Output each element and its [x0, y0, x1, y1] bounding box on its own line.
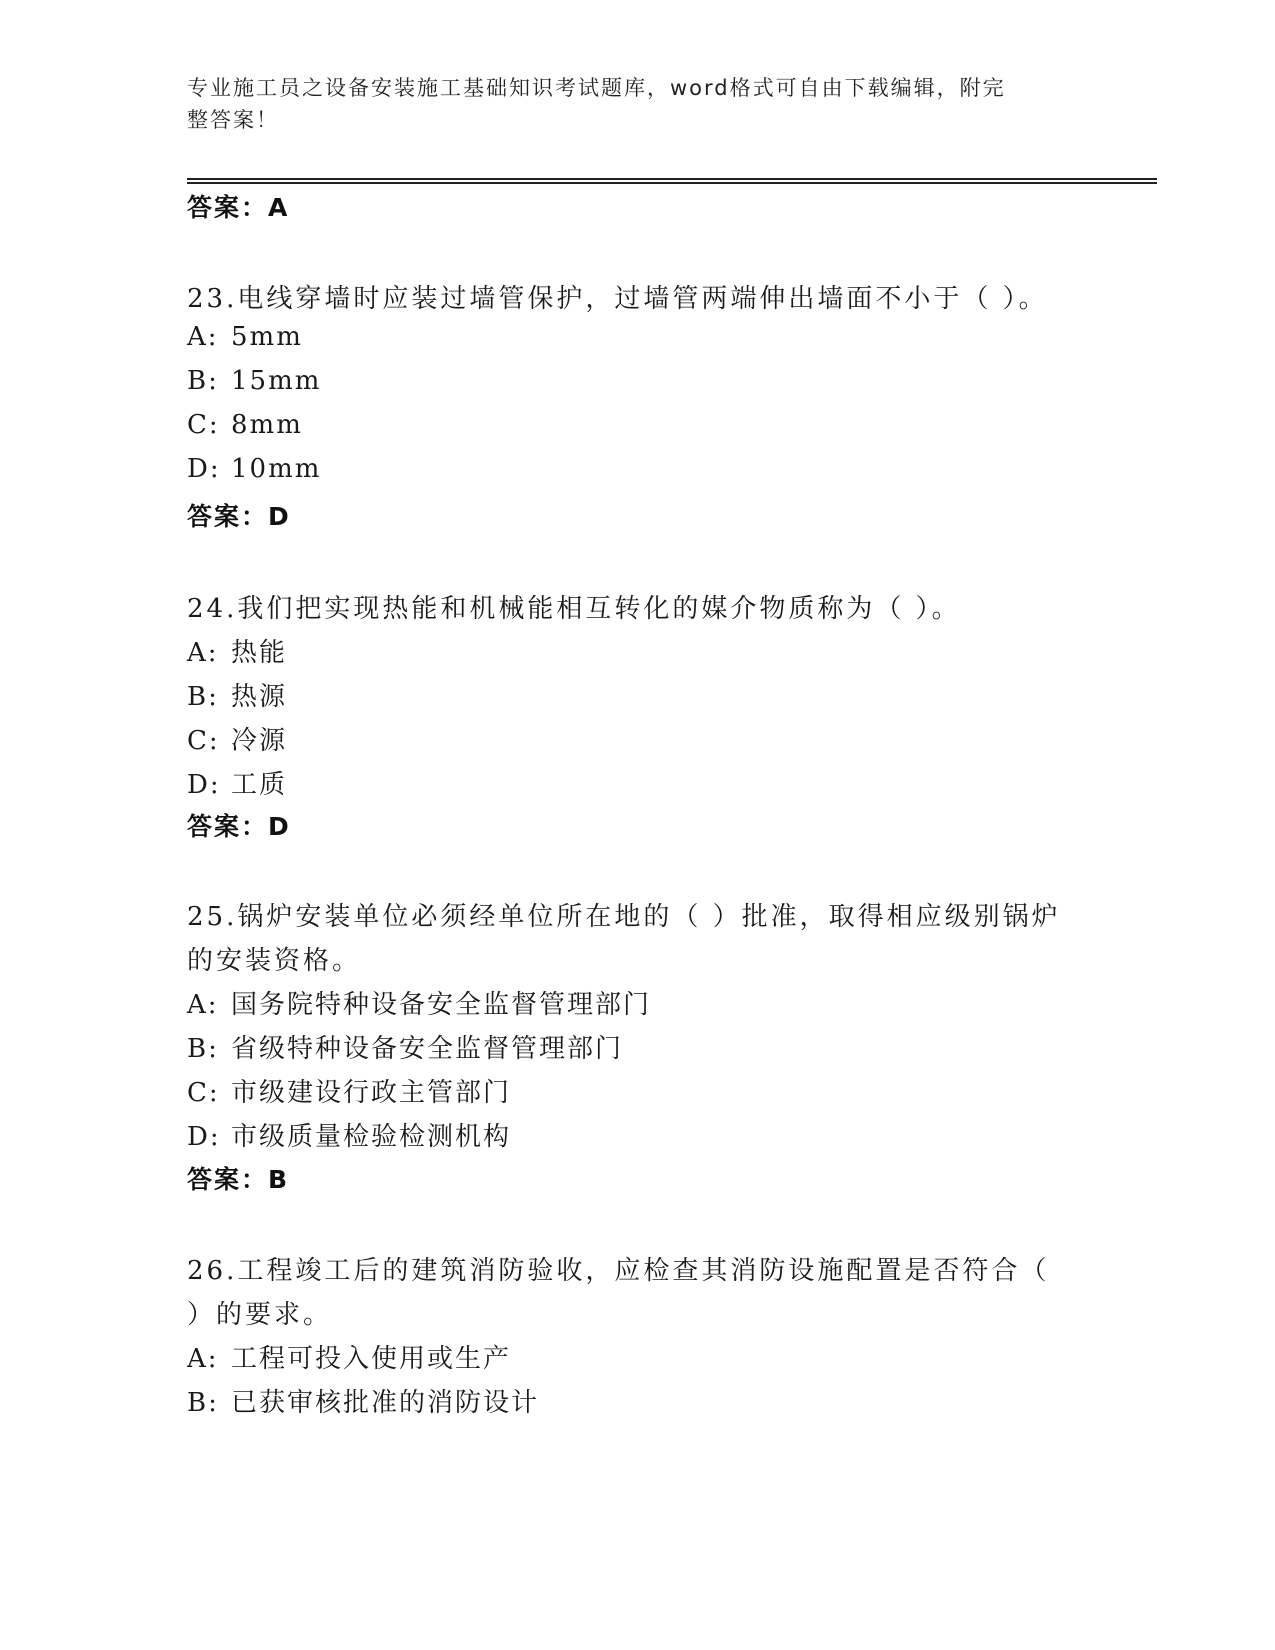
- option-text: 冷源: [231, 726, 288, 756]
- q25-option-d: [187, 1116, 511, 1153]
- option-key: B:: [187, 366, 219, 396]
- question-25-line-2: 的安装资格。: [187, 946, 362, 976]
- q24-option-d: [187, 764, 287, 801]
- document-header: [187, 72, 1067, 136]
- q26-option-a: [187, 1338, 511, 1375]
- answer-22: 答案：A: [187, 193, 290, 222]
- option-text: 8mm: [231, 410, 303, 440]
- option-text: 省级特种设备安全监督管理部门: [231, 1034, 624, 1064]
- option-text: 热源: [231, 682, 288, 712]
- document-page: [187, 0, 1157, 1650]
- question-23: 23.电线穿墙时应装过墙管保护，过墙管两端伸出墙面不小于（ ）。: [187, 284, 1048, 314]
- answer-23: 答案：D: [187, 502, 291, 531]
- q26-option-b: [187, 1382, 539, 1419]
- option-key: A:: [187, 638, 219, 668]
- option-text: 市级建设行政主管部门: [231, 1078, 512, 1108]
- option-text: 国务院特种设备安全监督管理部门: [231, 990, 652, 1020]
- option-key: D:: [187, 1122, 221, 1152]
- option-key: A:: [187, 990, 219, 1020]
- header-line-1: 专业施工员之设备安装施工基础知识考试题库，word格式可自由下载编辑，附完: [187, 76, 1006, 100]
- option-key: B:: [187, 682, 219, 712]
- option-key: C:: [187, 726, 220, 756]
- option-key: B:: [187, 1034, 219, 1064]
- question-24: 24.我们把实现热能和机械能相互转化的媒介物质称为（ ）。: [187, 594, 961, 624]
- option-text: 5mm: [231, 322, 303, 352]
- option-text: 工质: [231, 770, 288, 800]
- option-text: 热能: [231, 638, 288, 668]
- q24-option-c: [187, 720, 287, 757]
- option-text: 市级质量检验检测机构: [231, 1122, 512, 1152]
- question-25-line-1: 25.锅炉安装单位必须经单位所在地的（ ）批准，取得相应级别锅炉: [187, 902, 1061, 932]
- q23-option-b: [187, 366, 321, 396]
- option-text: 已获审核批准的消防设计: [231, 1388, 540, 1418]
- option-text: 15mm: [231, 366, 322, 396]
- option-text: 工程可投入使用或生产: [231, 1344, 512, 1374]
- option-key: D:: [187, 770, 221, 800]
- q23-option-c: [187, 410, 303, 440]
- question-26-line-1: 26.工程竣工后的建筑消防验收，应检查其消防设施配置是否符合（: [187, 1256, 1050, 1286]
- option-text: 10mm: [231, 454, 322, 484]
- option-key: B:: [187, 1388, 219, 1418]
- q24-option-a: [187, 632, 287, 669]
- option-key: A:: [187, 1344, 219, 1374]
- answer-24: 答案：D: [187, 812, 291, 841]
- q25-option-b: [187, 1028, 623, 1065]
- option-key: A:: [187, 322, 219, 352]
- option-key: C:: [187, 1078, 220, 1108]
- q24-option-b: [187, 676, 287, 713]
- q25-option-a: [187, 984, 651, 1021]
- q25-option-c: [187, 1072, 511, 1109]
- header-line-2: 整答案！: [187, 108, 279, 132]
- question-26-line-2: ）的要求。: [187, 1300, 333, 1330]
- answer-25: 答案：B: [187, 1165, 290, 1194]
- option-key: D:: [187, 454, 221, 484]
- option-key: C:: [187, 410, 220, 440]
- q23-option-a: [187, 322, 303, 352]
- header-double-rule: [187, 178, 1157, 184]
- q23-option-d: [187, 454, 321, 484]
